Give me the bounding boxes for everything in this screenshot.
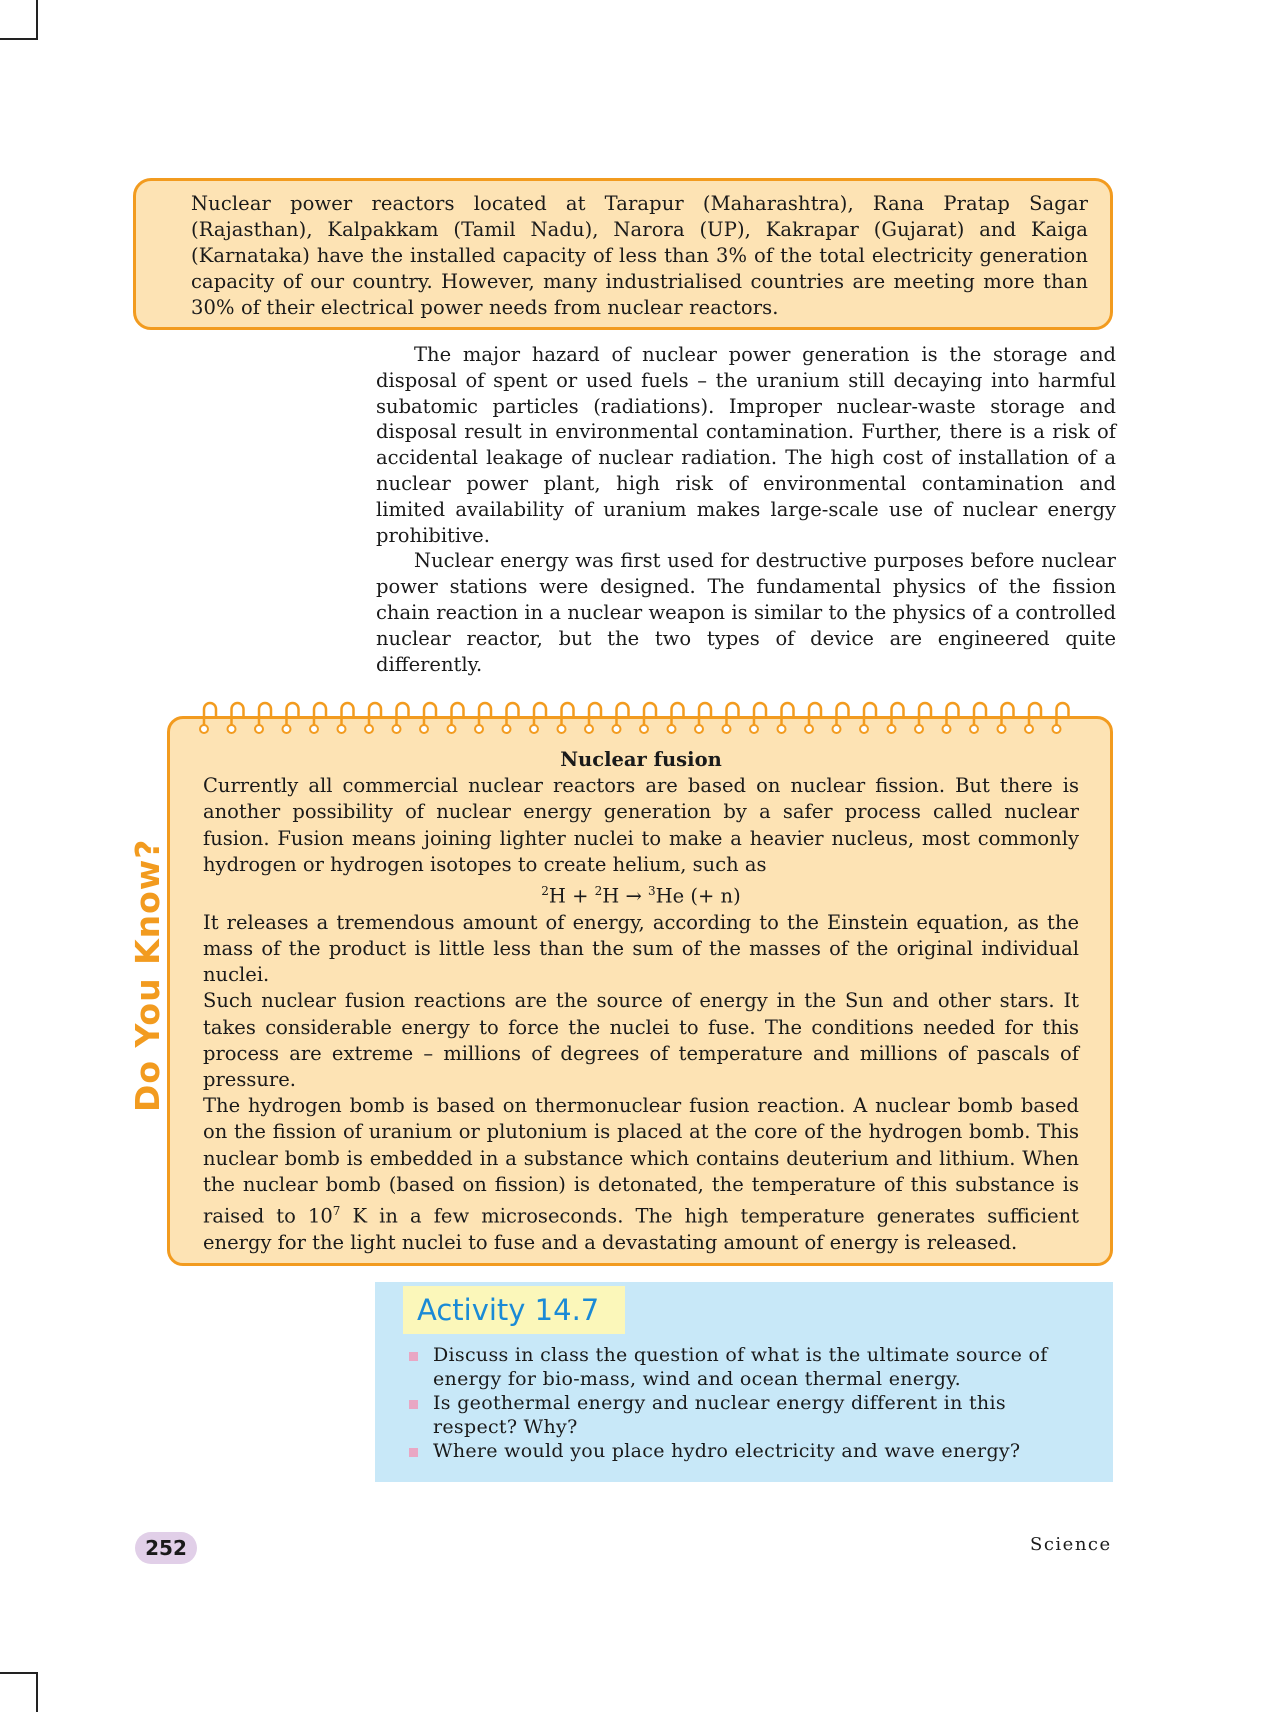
eq-term-3: He (+ n) <box>655 884 741 908</box>
spiral-loop <box>475 703 491 733</box>
do-you-know-content <box>203 747 1079 1256</box>
do-you-know-box <box>167 716 1113 1266</box>
body-text <box>376 342 1116 677</box>
spiral-loop <box>613 703 629 733</box>
spiral-loop <box>558 703 574 733</box>
crop-mark-top-left <box>0 0 38 40</box>
fusion-paragraph-1: Currently all commercial nuclear reactors are based on nuclear fission. But there is another possibility of nuclear energy generation by a safer process called nuclear fusion. Fusion means joining lighter nuclei to make a heavier nucleus, most commonly hydrogen or hydrogen isotopes to create helium, such as <box>203 774 1079 876</box>
body-paragraph-1: The major hazard of nuclear power generation is the storage and disposal of spent or used fuels – the uranium still decaying into harmful subatomic particles (radiations). Improper nuclear-waste storage and disposal result in environmental contamination. Further, there is a risk of accidental leakage of nuclear radiation. The high cost of installation of a nuclear power plant, high risk of environmental contamination and limited availability of uranium makes large-scale use of nuclear energy prohibitive. <box>376 343 1116 547</box>
activity-item-text: Is geothermal energy and nuclear energy different in this respect? Why? <box>433 1392 1006 1438</box>
spiral-loop <box>1053 703 1069 733</box>
info-box-text: Nuclear power reactors located at Tarapur (Maharashtra), Rana Pratap Sagar (Rajasthan), Kalpakkam (Tamil Nadu), Narora (UP), Kakrapar (Gujarat) and Kaiga (Karnataka) have the installed capacity of less than 3% of the total electricity generation capacity of our country. However, many industrialised countries are meeting more than 30% of their electrical power needs from nuclear reactors. <box>191 192 1088 319</box>
fusion-equation <box>203 878 1079 910</box>
spiral-loop <box>530 703 546 733</box>
fusion-paragraph-4-end: K in a few microseconds. The high temperature generates sufficient energy for the light nuclei to fuse and a devastating amount of energy is released. <box>203 1204 1080 1254</box>
square-bullet-icon <box>409 1400 418 1409</box>
activity-box <box>375 1282 1113 1482</box>
spiral-loop <box>640 703 656 733</box>
square-bullet-icon <box>409 1352 418 1361</box>
fusion-paragraph-4 <box>203 1093 1079 1256</box>
info-box <box>133 178 1113 330</box>
spiral-loop <box>420 703 436 733</box>
spiral-loop <box>668 703 684 733</box>
spiral-loop <box>750 703 766 733</box>
spiral-loop <box>695 703 711 733</box>
spiral-loop <box>833 703 849 733</box>
spiral-loop <box>805 703 821 733</box>
spiral-loop <box>228 703 244 733</box>
eq-term-2: H → <box>602 884 649 908</box>
eq-superscript-3: 3 <box>648 884 656 899</box>
spiral-loop <box>283 703 299 733</box>
list-item <box>405 1392 1095 1439</box>
fusion-paragraph-4-start: The hydrogen bomb is based on thermonuclear fusion reaction. A nuclear bomb based on the fission of uranium or plutonium is placed at the core of the hydrogen bomb. This nuclear bomb is embedded in a substance which contains deuterium and lithium. When the nuclear bomb (based on fission) is detonated, the temperature of this substance is raised to 10 <box>203 1094 1079 1228</box>
spiral-loop <box>998 703 1014 733</box>
spiral-loop <box>1025 703 1041 733</box>
exponent: 7 <box>332 1203 341 1218</box>
fusion-paragraph-2: It releases a tremendous amount of energy, according to the Einstein equation, as the mass of the product is little less than the sum of the masses of the original individual nuclei. <box>203 910 1079 987</box>
crop-mark-bottom-left <box>0 1672 38 1712</box>
footer-subject: Science <box>1030 1534 1112 1555</box>
activity-list <box>405 1344 1095 1465</box>
fusion-paragraph-3: Such nuclear fusion reactions are the source of energy in the Sun and other stars. It takes considerable energy to force the nuclei to fuse. The conditions needed for this process are extreme – millions of degrees of temperature and millions of pascals of pressure. <box>203 989 1079 1091</box>
spiral-loop <box>723 703 739 733</box>
activity-title: Activity 14.7 <box>403 1286 625 1334</box>
spiral-loop <box>915 703 931 733</box>
spiral-loop <box>255 703 271 733</box>
spiral-loop <box>943 703 959 733</box>
activity-item-text: Where would you place hydro electricity and wave energy? <box>433 1440 1021 1462</box>
page-number: 252 <box>135 1532 197 1564</box>
spiral-loop <box>970 703 986 733</box>
eq-term-1: H + <box>548 884 595 908</box>
spiral-loop <box>778 703 794 733</box>
body-paragraph-2: Nuclear energy was first used for destructive purposes before nuclear power stations were designed. The fundamental physics of the fission chain reaction in a nuclear weapon is similar to the physics of a controlled nuclear reactor, but the two types of device are engineered quite differently. <box>376 549 1116 676</box>
eq-superscript-1: 2 <box>541 884 549 899</box>
spiral-loop <box>200 703 216 733</box>
spiral-loop <box>585 703 601 733</box>
spiral-loop <box>338 703 354 733</box>
activity-item-text: Discuss in class the question of what is the ultimate source of energy for bio-mass, wind and ocean thermal energy. <box>433 1344 1048 1390</box>
spiral-loop <box>393 703 409 733</box>
do-you-know-title: Nuclear fusion <box>560 748 722 771</box>
spiral-loop <box>310 703 326 733</box>
spiral-loop <box>860 703 876 733</box>
list-item <box>405 1344 1095 1391</box>
spiral-loop <box>503 703 519 733</box>
spiral-loop <box>888 703 904 733</box>
eq-superscript-2: 2 <box>594 884 603 899</box>
square-bullet-icon <box>409 1448 418 1457</box>
spiral-loop <box>365 703 381 733</box>
do-you-know-side-label: Do You Know? <box>128 838 167 1112</box>
spiral-binding-icon <box>196 697 1086 737</box>
list-item <box>405 1440 1095 1464</box>
spiral-loop <box>448 703 464 733</box>
